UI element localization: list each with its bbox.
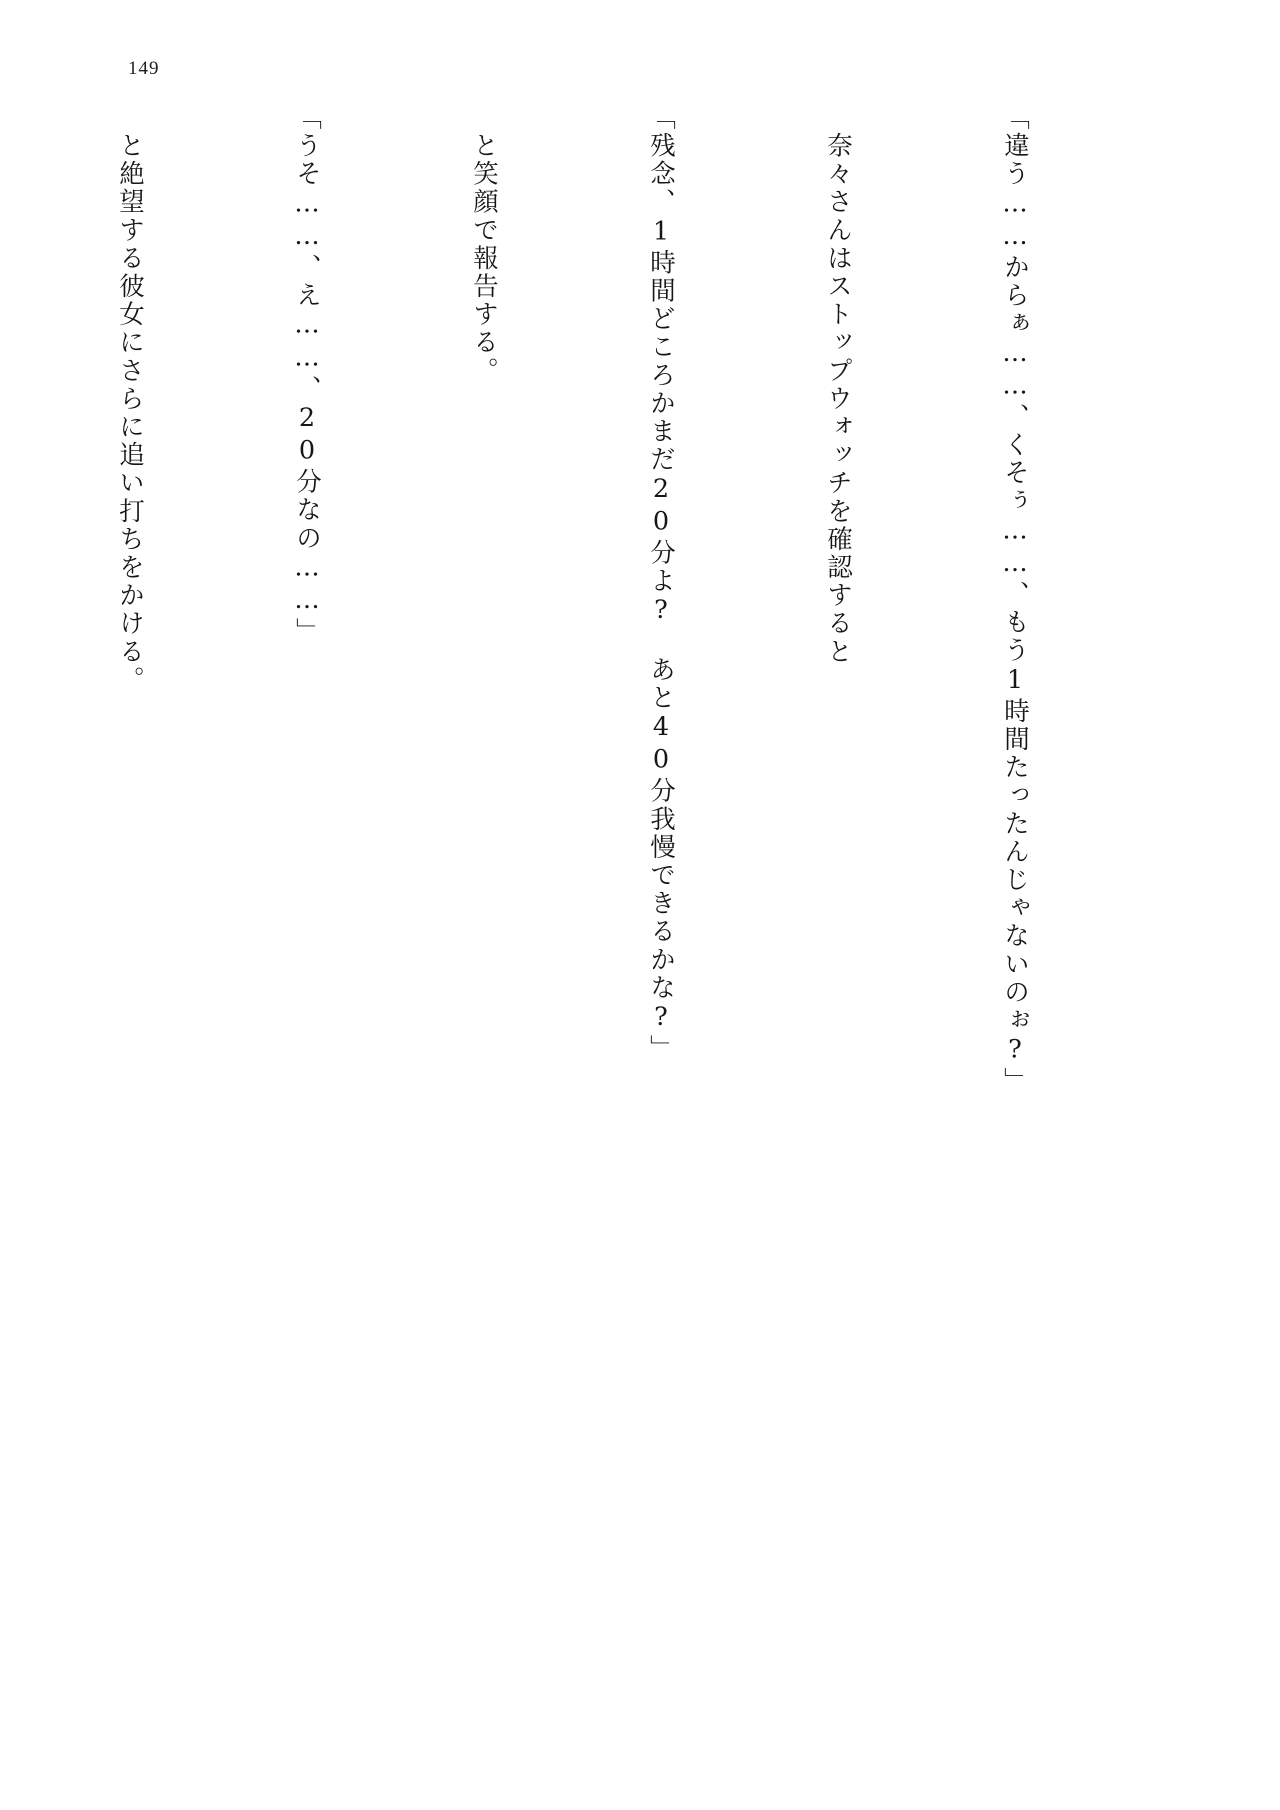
text-line: と絶望する彼女にさらに追い打ちをかける。: [115, 104, 145, 695]
text-line: 奈々さんはストップウォッチを確認すると: [823, 104, 853, 666]
page-number: 149: [128, 58, 160, 79]
page-body-text: [115, 104, 1162, 1344]
text-line: 「残念、1時間どころかまだ20分よ? あと40分我慢できるかな?」: [646, 104, 676, 1063]
text-line: と笑顔で報告する。: [469, 104, 499, 385]
text-line: 「うそ……、え……、20分なの……」: [292, 104, 322, 646]
text-line: 「違う……からぁ……、くそぅ……、もう1時間たったんじゃないのぉ?」: [1000, 104, 1030, 1096]
